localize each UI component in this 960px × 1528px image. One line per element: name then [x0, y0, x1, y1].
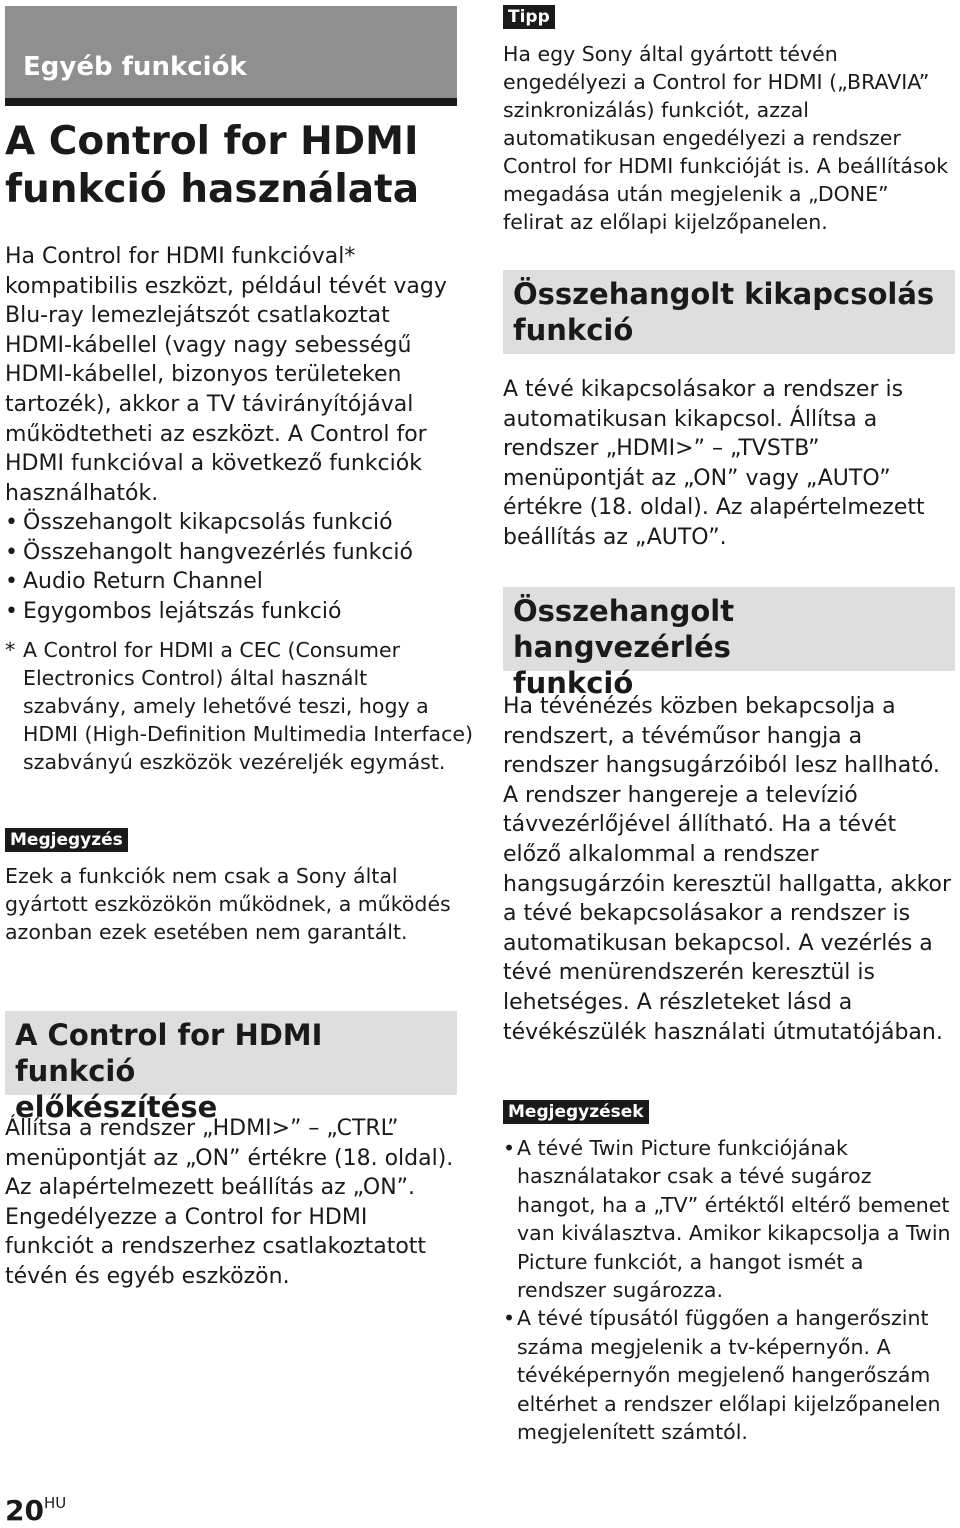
language-code: HU: [43, 1494, 67, 1512]
prep-text: Állítsa a rendszer „HDMI>” – „CTRL” menüpontját az „ON” értékre (18. oldal). Az alapértelmezett beállítás az „ON”. Engedélyezze a Control for HDMI funkciót a rendszerhez csatlakoztatott tévén és egyéb eszközön.: [5, 1116, 454, 1289]
poweroff-heading: Összehangolt kikapcsolás funkció: [503, 270, 955, 354]
audio-text: Ha tévénézés közben bekapcsolja a rendszert, a tévéműsor hangja a rendszer hangsugárzóiból lesz hallható. A rendszer hangereje a televízió távvezérlőjével állítható. Ha a tévét előző alkalommal a rendszer hangsugárzóin keresztül hallgatta, akkor a tévé bekapcsolásakor a rendszer is automatikusan bekapcsol. A vezérlés a tévé menürendszerén keresztül is lehetséges. A részleteket lásd a tévékészülék használati útmutatójában.: [503, 694, 952, 1045]
tip-text: Ha egy Sony által gyártott tévén engedélyezi a Control for HDMI („BRAVIA” szinkronizálás) funkciót, azzal automatikusan engedélyezi a rendszer Control for HDMI funkcióját is. A beállítások megadása után megjelenik a „DONE” felirat az előlapi kijelzőpanelen.: [503, 42, 949, 234]
section-title: Egyéb funkciók: [23, 52, 247, 82]
footnote: [5, 636, 475, 776]
list-item: • Audio Return Channel: [5, 567, 457, 597]
tip-label: Tipp: [503, 5, 555, 29]
poweroff-text: A tévé kikapcsolásakor a rendszer is automatikusan kikapcsol. Állítsa a rendszer „HDMI>” – „TVSTB” menüpontját az „ON” vagy „AUTO” értékre (18. oldal). Az alapértelmezett beállítás az „AUTO”.: [503, 377, 925, 550]
list-item: • Összehangolt hangvezérlés funkció: [5, 538, 457, 568]
list-item: • A tévé típusától függően a hangerőszint száma megjelenik a tv-képernyőn. A tévéképernyőn megjelenő hangerőszám eltérhet a rendszer előlapi kijelzőpanelen megjelenített számtól.: [503, 1304, 955, 1446]
note-text: Ezek a funkciók nem csak a Sony által gyártott eszközökön működnek, a működés azonban ezek esetében nem garantált.: [5, 864, 451, 944]
list-item: • Egygombos lejátszás funkció: [5, 597, 457, 627]
intro-paragraph: Ha Control for HDMI funkcióval* kompatibilis eszközt, például tévét vagy Blu-ray lemezlejátszót csatlakoztat HDMI-kábellel (vagy nagy sebességű HDMI-kábellel, bizonyos területeken tartozék), akkor a TV távirányítójával működtetheti az eszközt. A Control for HDMI funkcióval a következő funkciók használhatók.: [5, 244, 447, 506]
note-label: Megjegyzés: [5, 828, 128, 852]
audio-heading: Összehangolt hangvezérlés funkció: [503, 587, 955, 671]
notes-label: Megjegyzések: [503, 1100, 649, 1124]
page-title: A Control for HDMI funkció használata: [5, 119, 420, 212]
notes-list: [503, 1134, 955, 1446]
footnote-text: A Control for HDMI a CEC (Consumer Electronics Control) által használt szabvány, amely lehetővé teszi, hogy a HDMI (High-Definition Multimedia Interface) szabványú eszközök vezéreljék egymást.: [23, 638, 473, 774]
footnote-mark: *: [5, 638, 16, 662]
section-banner: [5, 6, 457, 106]
list-item: • Összehangolt kikapcsolás funkció: [5, 508, 457, 538]
feature-list: [5, 508, 457, 626]
page-number: [5, 1494, 66, 1527]
page-number-value: 20: [5, 1494, 44, 1527]
prep-heading: A Control for HDMI funkció előkészítése: [5, 1011, 457, 1095]
list-item: • A tévé Twin Picture funkciójának használatakor csak a tévé sugároz hangot, ha a „TV” értéktől eltérő bemenet van kiválasztva. Amikor kikapcsolja a Twin Picture funkciót, a hangot ismét a rendszer sugározza.: [503, 1134, 955, 1304]
